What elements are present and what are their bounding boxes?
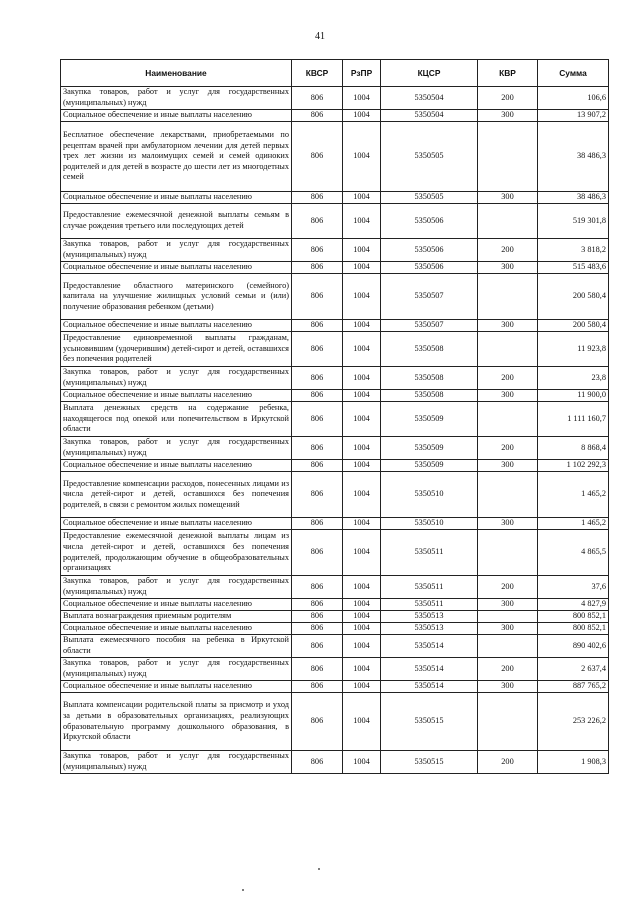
row-name: Социальное обеспечение и иные выплаты населению xyxy=(61,681,292,693)
row-kvr xyxy=(478,611,538,623)
row-name: Социальное обеспечение и иные выплаты населению xyxy=(61,192,292,204)
row-name: Социальное обеспечение и иные выплаты населению xyxy=(61,460,292,472)
row-name: Закупка товаров, работ и услуг для государственных (муниципальных) нужд xyxy=(61,437,292,460)
row-kcsr: 5350506 xyxy=(381,204,478,239)
header-name: Наименование xyxy=(61,60,292,87)
row-rzpr: 1004 xyxy=(343,262,381,274)
row-rzpr: 1004 xyxy=(343,367,381,390)
row-kvsr: 806 xyxy=(292,611,343,623)
row-kvsr: 806 xyxy=(292,367,343,390)
header-rzpr: РзПР xyxy=(343,60,381,87)
row-kcsr: 5350511 xyxy=(381,576,478,599)
row-sum: 1 908,3 xyxy=(538,751,609,774)
row-kvsr: 806 xyxy=(292,122,343,192)
row-kvr: 300 xyxy=(478,110,538,122)
row-name: Социальное обеспечение и иные выплаты населению xyxy=(61,390,292,402)
row-kvr: 300 xyxy=(478,192,538,204)
row-kvr: 300 xyxy=(478,623,538,635)
row-name: Закупка товаров, работ и услуг для государственных (муниципальных) нужд xyxy=(61,658,292,681)
row-kvsr: 806 xyxy=(292,751,343,774)
row-rzpr: 1004 xyxy=(343,472,381,518)
row-kvr: 300 xyxy=(478,320,538,332)
row-rzpr: 1004 xyxy=(343,239,381,262)
row-rzpr: 1004 xyxy=(343,635,381,658)
table-header xyxy=(61,60,609,87)
row-rzpr: 1004 xyxy=(343,658,381,681)
table-row xyxy=(61,658,609,681)
table-row xyxy=(61,390,609,402)
table-row xyxy=(61,239,609,262)
table-row xyxy=(61,192,609,204)
row-kvsr: 806 xyxy=(292,693,343,751)
table-row xyxy=(61,262,609,274)
header-kcsr: КЦСР xyxy=(381,60,478,87)
row-kvsr: 806 xyxy=(292,635,343,658)
row-name: Закупка товаров, работ и услуг для государственных (муниципальных) нужд xyxy=(61,87,292,110)
row-rzpr: 1004 xyxy=(343,681,381,693)
row-kvsr: 806 xyxy=(292,576,343,599)
row-sum: 4 827,9 xyxy=(538,599,609,611)
row-kcsr: 5350508 xyxy=(381,367,478,390)
row-sum: 3 818,2 xyxy=(538,239,609,262)
table-row xyxy=(61,402,609,437)
row-kcsr: 5350514 xyxy=(381,635,478,658)
table-row xyxy=(61,320,609,332)
row-rzpr: 1004 xyxy=(343,623,381,635)
page-number: 41 xyxy=(315,31,325,42)
row-sum: 800 852,1 xyxy=(538,611,609,623)
row-name: Закупка товаров, работ и услуг для государственных (муниципальных) нужд xyxy=(61,367,292,390)
row-kvr: 200 xyxy=(478,87,538,110)
row-kcsr: 5350511 xyxy=(381,599,478,611)
row-kvsr: 806 xyxy=(292,658,343,681)
row-kvsr: 806 xyxy=(292,530,343,576)
row-sum: 37,6 xyxy=(538,576,609,599)
row-kcsr: 5350505 xyxy=(381,122,478,192)
row-name: Предоставление единовременной выплаты гражданам, усыновившим (удочерившим) детей-сирот и детей, оставшихся без попечения родителей xyxy=(61,332,292,367)
row-name: Закупка товаров, работ и услуг для государственных (муниципальных) нужд xyxy=(61,576,292,599)
row-name: Предоставление ежемесячной денежной выплаты семьям в случае рождения третьего или последующих детей xyxy=(61,204,292,239)
row-rzpr: 1004 xyxy=(343,204,381,239)
row-kcsr: 5350510 xyxy=(381,518,478,530)
row-kcsr: 5350504 xyxy=(381,110,478,122)
row-sum: 200 580,4 xyxy=(538,320,609,332)
row-kvsr: 806 xyxy=(292,262,343,274)
row-kvsr: 806 xyxy=(292,518,343,530)
header-kvr: КВР xyxy=(478,60,538,87)
row-kcsr: 5350515 xyxy=(381,693,478,751)
row-kcsr: 5350505 xyxy=(381,192,478,204)
row-name: Выплата ежемесячного пособия на ребенка в Иркутской области xyxy=(61,635,292,658)
row-rzpr: 1004 xyxy=(343,599,381,611)
row-kvr xyxy=(478,635,538,658)
row-name: Выплата вознаграждения приемным родителям xyxy=(61,611,292,623)
row-kcsr: 5350504 xyxy=(381,87,478,110)
table-row xyxy=(61,274,609,320)
row-kcsr: 5350506 xyxy=(381,239,478,262)
row-kcsr: 5350507 xyxy=(381,274,478,320)
table-row xyxy=(61,576,609,599)
table-row xyxy=(61,623,609,635)
row-kvr xyxy=(478,274,538,320)
row-kvr: 200 xyxy=(478,751,538,774)
row-kcsr: 5350514 xyxy=(381,681,478,693)
row-sum: 1 465,2 xyxy=(538,518,609,530)
row-kvsr: 806 xyxy=(292,110,343,122)
table-row xyxy=(61,110,609,122)
table-row xyxy=(61,367,609,390)
row-kvsr: 806 xyxy=(292,460,343,472)
row-kvsr: 806 xyxy=(292,320,343,332)
row-name: Закупка товаров, работ и услуг для государственных (муниципальных) нужд xyxy=(61,751,292,774)
table-row xyxy=(61,518,609,530)
row-kcsr: 5350513 xyxy=(381,611,478,623)
row-kcsr: 5350509 xyxy=(381,460,478,472)
row-kvr: 200 xyxy=(478,367,538,390)
row-name: Выплата денежных средств на содержание ребенка, находящегося под опекой или попечительством в Иркутской области xyxy=(61,402,292,437)
row-kvr xyxy=(478,693,538,751)
row-kvr xyxy=(478,530,538,576)
row-kvr: 200 xyxy=(478,658,538,681)
header-row xyxy=(61,60,609,87)
row-rzpr: 1004 xyxy=(343,751,381,774)
table-row xyxy=(61,751,609,774)
row-rzpr: 1004 xyxy=(343,611,381,623)
row-sum: 1 111 160,7 xyxy=(538,402,609,437)
row-sum: 106,6 xyxy=(538,87,609,110)
row-name: Социальное обеспечение и иные выплаты населению xyxy=(61,599,292,611)
row-kvr: 300 xyxy=(478,262,538,274)
row-rzpr: 1004 xyxy=(343,693,381,751)
table-row xyxy=(61,611,609,623)
row-kvr: 300 xyxy=(478,390,538,402)
row-name: Социальное обеспечение и иные выплаты населению xyxy=(61,262,292,274)
row-sum: 23,8 xyxy=(538,367,609,390)
table-row xyxy=(61,87,609,110)
row-kvsr: 806 xyxy=(292,239,343,262)
budget-table xyxy=(60,59,609,774)
row-rzpr: 1004 xyxy=(343,437,381,460)
row-kvsr: 806 xyxy=(292,192,343,204)
row-kcsr: 5350510 xyxy=(381,472,478,518)
row-rzpr: 1004 xyxy=(343,320,381,332)
row-sum: 800 852,1 xyxy=(538,623,609,635)
row-rzpr: 1004 xyxy=(343,518,381,530)
row-sum: 11 923,8 xyxy=(538,332,609,367)
row-sum: 2 637,4 xyxy=(538,658,609,681)
row-kvsr: 806 xyxy=(292,274,343,320)
row-kvsr: 806 xyxy=(292,402,343,437)
row-name: Предоставление ежемесячной денежной выплаты лицам из числа детей-сирот и детей, оставшихся без попечения родителей, продолжающим обучение в общеобразовательных организациях xyxy=(61,530,292,576)
row-kcsr: 5350515 xyxy=(381,751,478,774)
row-rzpr: 1004 xyxy=(343,332,381,367)
row-rzpr: 1004 xyxy=(343,192,381,204)
row-kvr: 300 xyxy=(478,460,538,472)
row-kcsr: 5350509 xyxy=(381,437,478,460)
row-kcsr: 5350508 xyxy=(381,332,478,367)
table-row xyxy=(61,437,609,460)
row-kcsr: 5350506 xyxy=(381,262,478,274)
row-sum: 4 865,5 xyxy=(538,530,609,576)
row-name: Социальное обеспечение и иные выплаты населению xyxy=(61,110,292,122)
row-kvsr: 806 xyxy=(292,472,343,518)
table-row xyxy=(61,599,609,611)
row-sum: 38 486,3 xyxy=(538,192,609,204)
scan-speck xyxy=(242,889,244,891)
row-sum: 13 907,2 xyxy=(538,110,609,122)
table-row xyxy=(61,472,609,518)
row-name: Выплата компенсации родительской платы за присмотр и уход за детьми в образовательных организациях, реализующих образовательную программу дошкольного образования, в Иркутской области xyxy=(61,693,292,751)
row-kvr xyxy=(478,122,538,192)
header-kvsr: КВСР xyxy=(292,60,343,87)
row-rzpr: 1004 xyxy=(343,274,381,320)
row-name: Предоставление компенсации расходов, понесенных лицами из числа детей-сирот и детей, оставшихся без попечения родителей, в связи с ремонтом жилых помещений xyxy=(61,472,292,518)
table-row xyxy=(61,693,609,751)
row-kcsr: 5350513 xyxy=(381,623,478,635)
row-rzpr: 1004 xyxy=(343,390,381,402)
row-kvsr: 806 xyxy=(292,681,343,693)
row-name: Бесплатное обеспечение лекарствами, приобретаемыми по рецептам врачей при амбулаторном лечении для детей первых трех лет жизни из малоимущих семей и семей одиноких родителей и для детей в возрасте до шести лет из многодетных семей xyxy=(61,122,292,192)
row-sum: 1 102 292,3 xyxy=(538,460,609,472)
row-name: Социальное обеспечение и иные выплаты населению xyxy=(61,518,292,530)
row-rzpr: 1004 xyxy=(343,402,381,437)
row-rzpr: 1004 xyxy=(343,110,381,122)
row-sum: 887 765,2 xyxy=(538,681,609,693)
row-kcsr: 5350509 xyxy=(381,402,478,437)
row-kcsr: 5350514 xyxy=(381,658,478,681)
row-rzpr: 1004 xyxy=(343,87,381,110)
row-kcsr: 5350507 xyxy=(381,320,478,332)
row-kcsr: 5350511 xyxy=(381,530,478,576)
row-kvsr: 806 xyxy=(292,87,343,110)
row-rzpr: 1004 xyxy=(343,460,381,472)
header-sum: Сумма xyxy=(538,60,609,87)
row-kvsr: 806 xyxy=(292,390,343,402)
row-sum: 253 226,2 xyxy=(538,693,609,751)
table-row xyxy=(61,530,609,576)
row-kvsr: 806 xyxy=(292,437,343,460)
row-kvr xyxy=(478,472,538,518)
row-kvsr: 806 xyxy=(292,599,343,611)
row-sum: 8 868,4 xyxy=(538,437,609,460)
table-row xyxy=(61,681,609,693)
scan-speck xyxy=(318,868,320,870)
table-body xyxy=(61,87,609,774)
row-kcsr: 5350508 xyxy=(381,390,478,402)
row-name: Социальное обеспечение и иные выплаты населению xyxy=(61,320,292,332)
row-name: Предоставление областного материнского (семейного) капитала на улучшение жилищных условий семьи и (или) получение образования ребенком (детьми) xyxy=(61,274,292,320)
row-sum: 200 580,4 xyxy=(538,274,609,320)
row-name: Закупка товаров, работ и услуг для государственных (муниципальных) нужд xyxy=(61,239,292,262)
row-kvsr: 806 xyxy=(292,204,343,239)
row-name: Социальное обеспечение и иные выплаты населению xyxy=(61,623,292,635)
table-row xyxy=(61,332,609,367)
row-sum: 11 900,0 xyxy=(538,390,609,402)
row-kvr: 300 xyxy=(478,518,538,530)
row-kvr: 300 xyxy=(478,681,538,693)
row-rzpr: 1004 xyxy=(343,576,381,599)
row-kvr xyxy=(478,332,538,367)
row-rzpr: 1004 xyxy=(343,530,381,576)
row-kvr xyxy=(478,402,538,437)
table-row xyxy=(61,635,609,658)
row-sum: 1 465,2 xyxy=(538,472,609,518)
table-row xyxy=(61,204,609,239)
row-kvr xyxy=(478,204,538,239)
row-kvr: 200 xyxy=(478,239,538,262)
row-kvr: 300 xyxy=(478,599,538,611)
row-kvr: 200 xyxy=(478,576,538,599)
row-kvr: 200 xyxy=(478,437,538,460)
row-kvsr: 806 xyxy=(292,623,343,635)
row-kvsr: 806 xyxy=(292,332,343,367)
row-sum: 890 402,6 xyxy=(538,635,609,658)
row-sum: 38 486,3 xyxy=(538,122,609,192)
table-row xyxy=(61,122,609,192)
table-row xyxy=(61,460,609,472)
row-sum: 519 301,8 xyxy=(538,204,609,239)
row-rzpr: 1004 xyxy=(343,122,381,192)
row-sum: 515 483,6 xyxy=(538,262,609,274)
